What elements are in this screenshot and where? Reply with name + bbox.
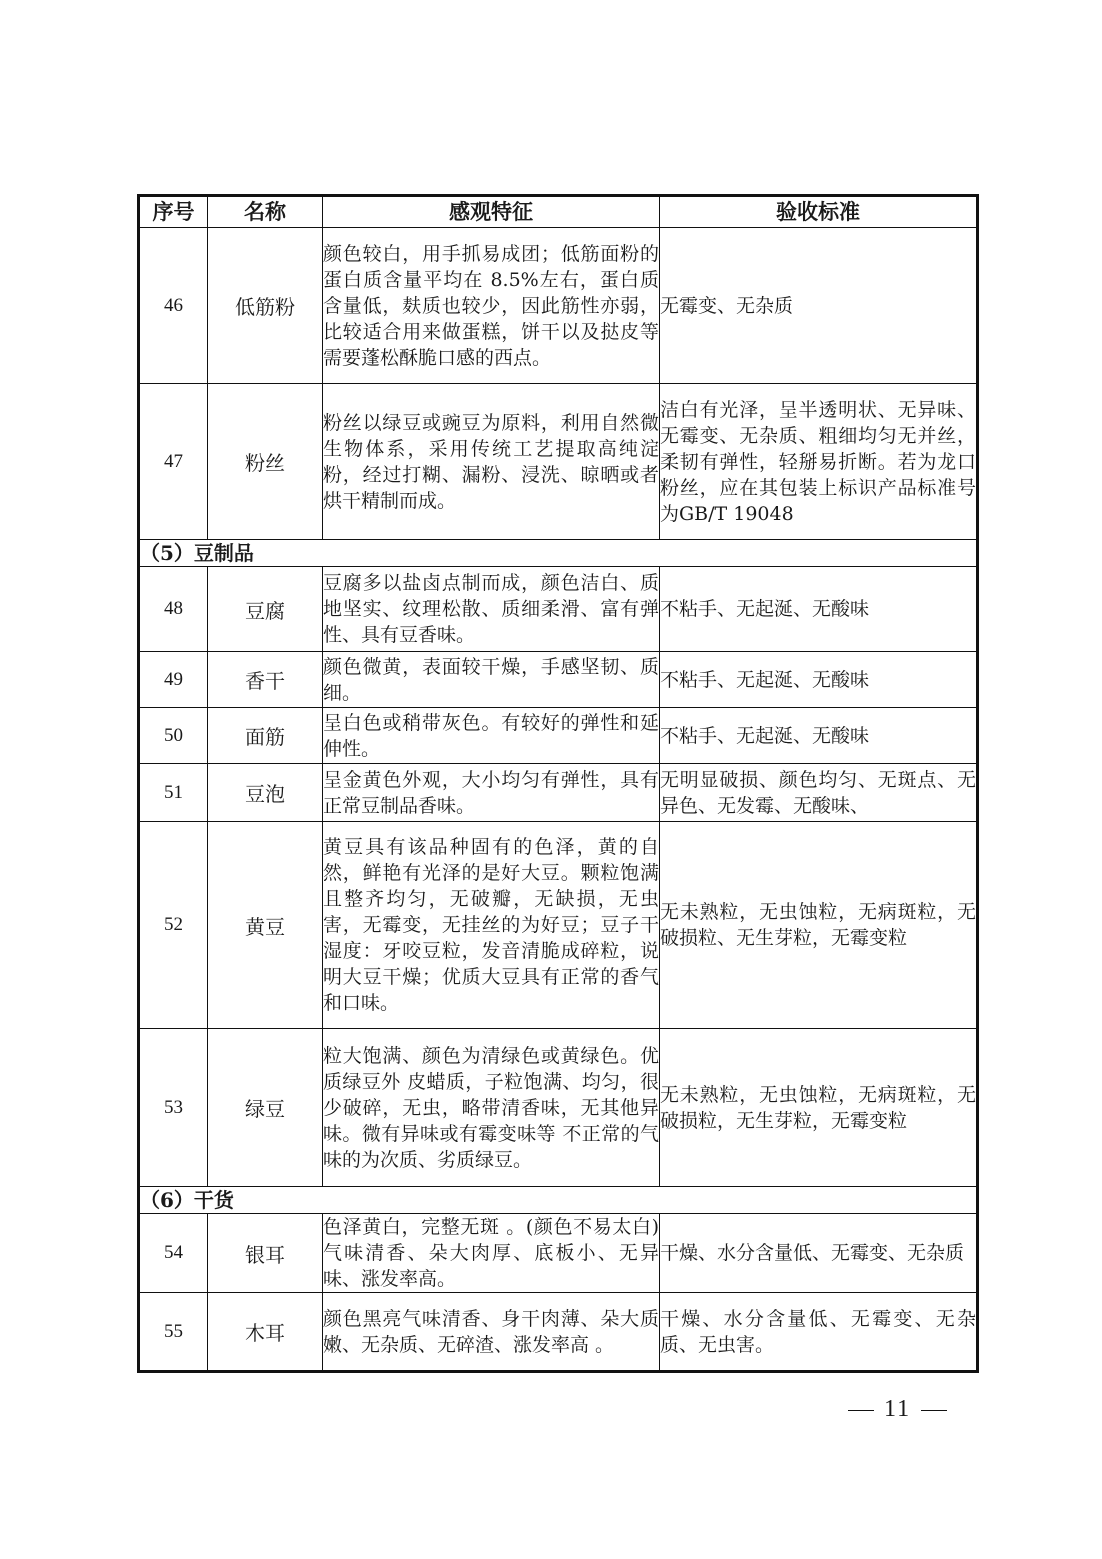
cell-feature: 颜色较白，用手抓易成团；低筋面粉的蛋白质含量平均在 8.5%左右，蛋白质含量低，麸质也较少，因此筋性亦弱，比较适合用来做蛋糕，饼干以及挞皮等需要蓬松酥脆口感的西点。 [323,228,660,384]
cell-name: 面筋 [208,708,323,764]
cell-name: 绿豆 [208,1029,323,1187]
cell-standard: 不粘手、无起涎、无酸味 [660,708,978,764]
cell-no: 52 [139,822,208,1029]
cell-standard: 无霉变、无杂质 [660,228,978,384]
section-title: （6）干货 [139,1187,978,1214]
cell-standard: 无未熟粒，无虫蚀粒，无病斑粒，无破损粒，无生芽粒，无霉变粒 [660,1029,978,1187]
cell-no: 55 [139,1293,208,1372]
cell-no: 53 [139,1029,208,1187]
table-row [139,652,978,708]
cell-name: 银耳 [208,1214,323,1293]
cell-standard: 不粘手、无起涎、无酸味 [660,652,978,708]
cell-feature: 黄豆具有该品种固有的色泽，黄的自然，鲜艳有光泽的是好大豆。颗粒饱满且整齐均匀，无破瓣，无缺损，无虫害，无霉变，无挂丝的为好豆；豆子干湿度：牙咬豆粒，发音清脆成碎粒，说明大豆干燥；优质大豆具有正常的香气和口味。 [323,822,660,1029]
cell-no: 49 [139,652,208,708]
table-header-row [139,196,978,228]
table-row [139,567,978,652]
cell-no: 48 [139,567,208,652]
cell-name: 香干 [208,652,323,708]
cell-feature: 呈白色或稍带灰色。有较好的弹性和延伸性。 [323,708,660,764]
cell-feature: 颜色黑亮气味清香、身干肉薄、朵大质嫩、无杂质、无碎渣、涨发率高 。 [323,1293,660,1372]
cell-no: 54 [139,1214,208,1293]
cell-feature: 豆腐多以盐卤点制而成，颜色洁白、质地坚实、纹理松散、质细柔滑、富有弹性、具有豆香味。 [323,567,660,652]
cell-standard: 不粘手、无起涎、无酸味 [660,567,978,652]
dash-left [848,1410,874,1411]
header-standard: 验收标准 [660,196,978,228]
cell-standard: 无未熟粒，无虫蚀粒，无病斑粒，无破损粒、无生芽粒，无霉变粒 [660,822,978,1029]
inspection-table [137,194,979,1373]
cell-feature: 粒大饱满、颜色为清绿色或黄绿色。优质绿豆外 皮蜡质，子粒饱满、均匀，很少破碎，无虫，略带清香味，无其他异味。微有异味或有霉变味等 不正常的气味的为次质、劣质绿豆。 [323,1029,660,1187]
cell-no: 51 [139,764,208,822]
cell-name: 豆腐 [208,567,323,652]
cell-feature: 呈金黄色外观，大小均匀有弹性，具有正常豆制品香味。 [323,764,660,822]
header-feature: 感观特征 [323,196,660,228]
cell-no: 47 [139,384,208,540]
table-row [139,1029,978,1187]
cell-standard: 无明显破损、颜色均匀、无斑点、无异色、无发霉、无酸味、 [660,764,978,822]
cell-name: 黄豆 [208,822,323,1029]
header-name: 名称 [208,196,323,228]
table-row [139,228,978,384]
cell-no: 46 [139,228,208,384]
cell-name: 低筋粉 [208,228,323,384]
cell-feature: 颜色微黄，表面较干燥，手感坚韧、质细。 [323,652,660,708]
section-row [139,1187,978,1214]
page-number [838,1396,957,1423]
table-row [139,1214,978,1293]
table-row [139,384,978,540]
cell-name: 粉丝 [208,384,323,540]
section-title: （5）豆制品 [139,540,978,567]
section-row [139,540,978,567]
cell-feature: 色泽黄白，完整无斑 。(颜色不易太白)气味清香、朵大肉厚、底板小、无异味、涨发率高。 [323,1214,660,1293]
table-row [139,822,978,1029]
table-row [139,708,978,764]
cell-no: 50 [139,708,208,764]
header-no: 序号 [139,196,208,228]
dash-right [921,1410,947,1411]
cell-name: 豆泡 [208,764,323,822]
table-row [139,1293,978,1372]
table-row [139,764,978,822]
cell-standard: 干燥、水分含量低、无霉变、无杂质 [660,1214,978,1293]
cell-feature: 粉丝以绿豆或豌豆为原料，利用自然微生物体系，采用传统工艺提取高纯淀粉，经过打糊、漏粉、浸洗、晾晒或者烘干精制而成。 [323,384,660,540]
cell-standard: 干燥、水分含量低、无霉变、无杂质、无虫害。 [660,1293,978,1372]
cell-name: 木耳 [208,1293,323,1372]
page-number-text: 11 [884,1396,912,1422]
cell-standard: 洁白有光泽，呈半透明状、无异味、无霉变、无杂质、粗细均匀无并丝，柔韧有弹性，轻掰易折断。若为龙口粉丝，应在其包装上标识产品标准号为GB/T 19048 [660,384,978,540]
